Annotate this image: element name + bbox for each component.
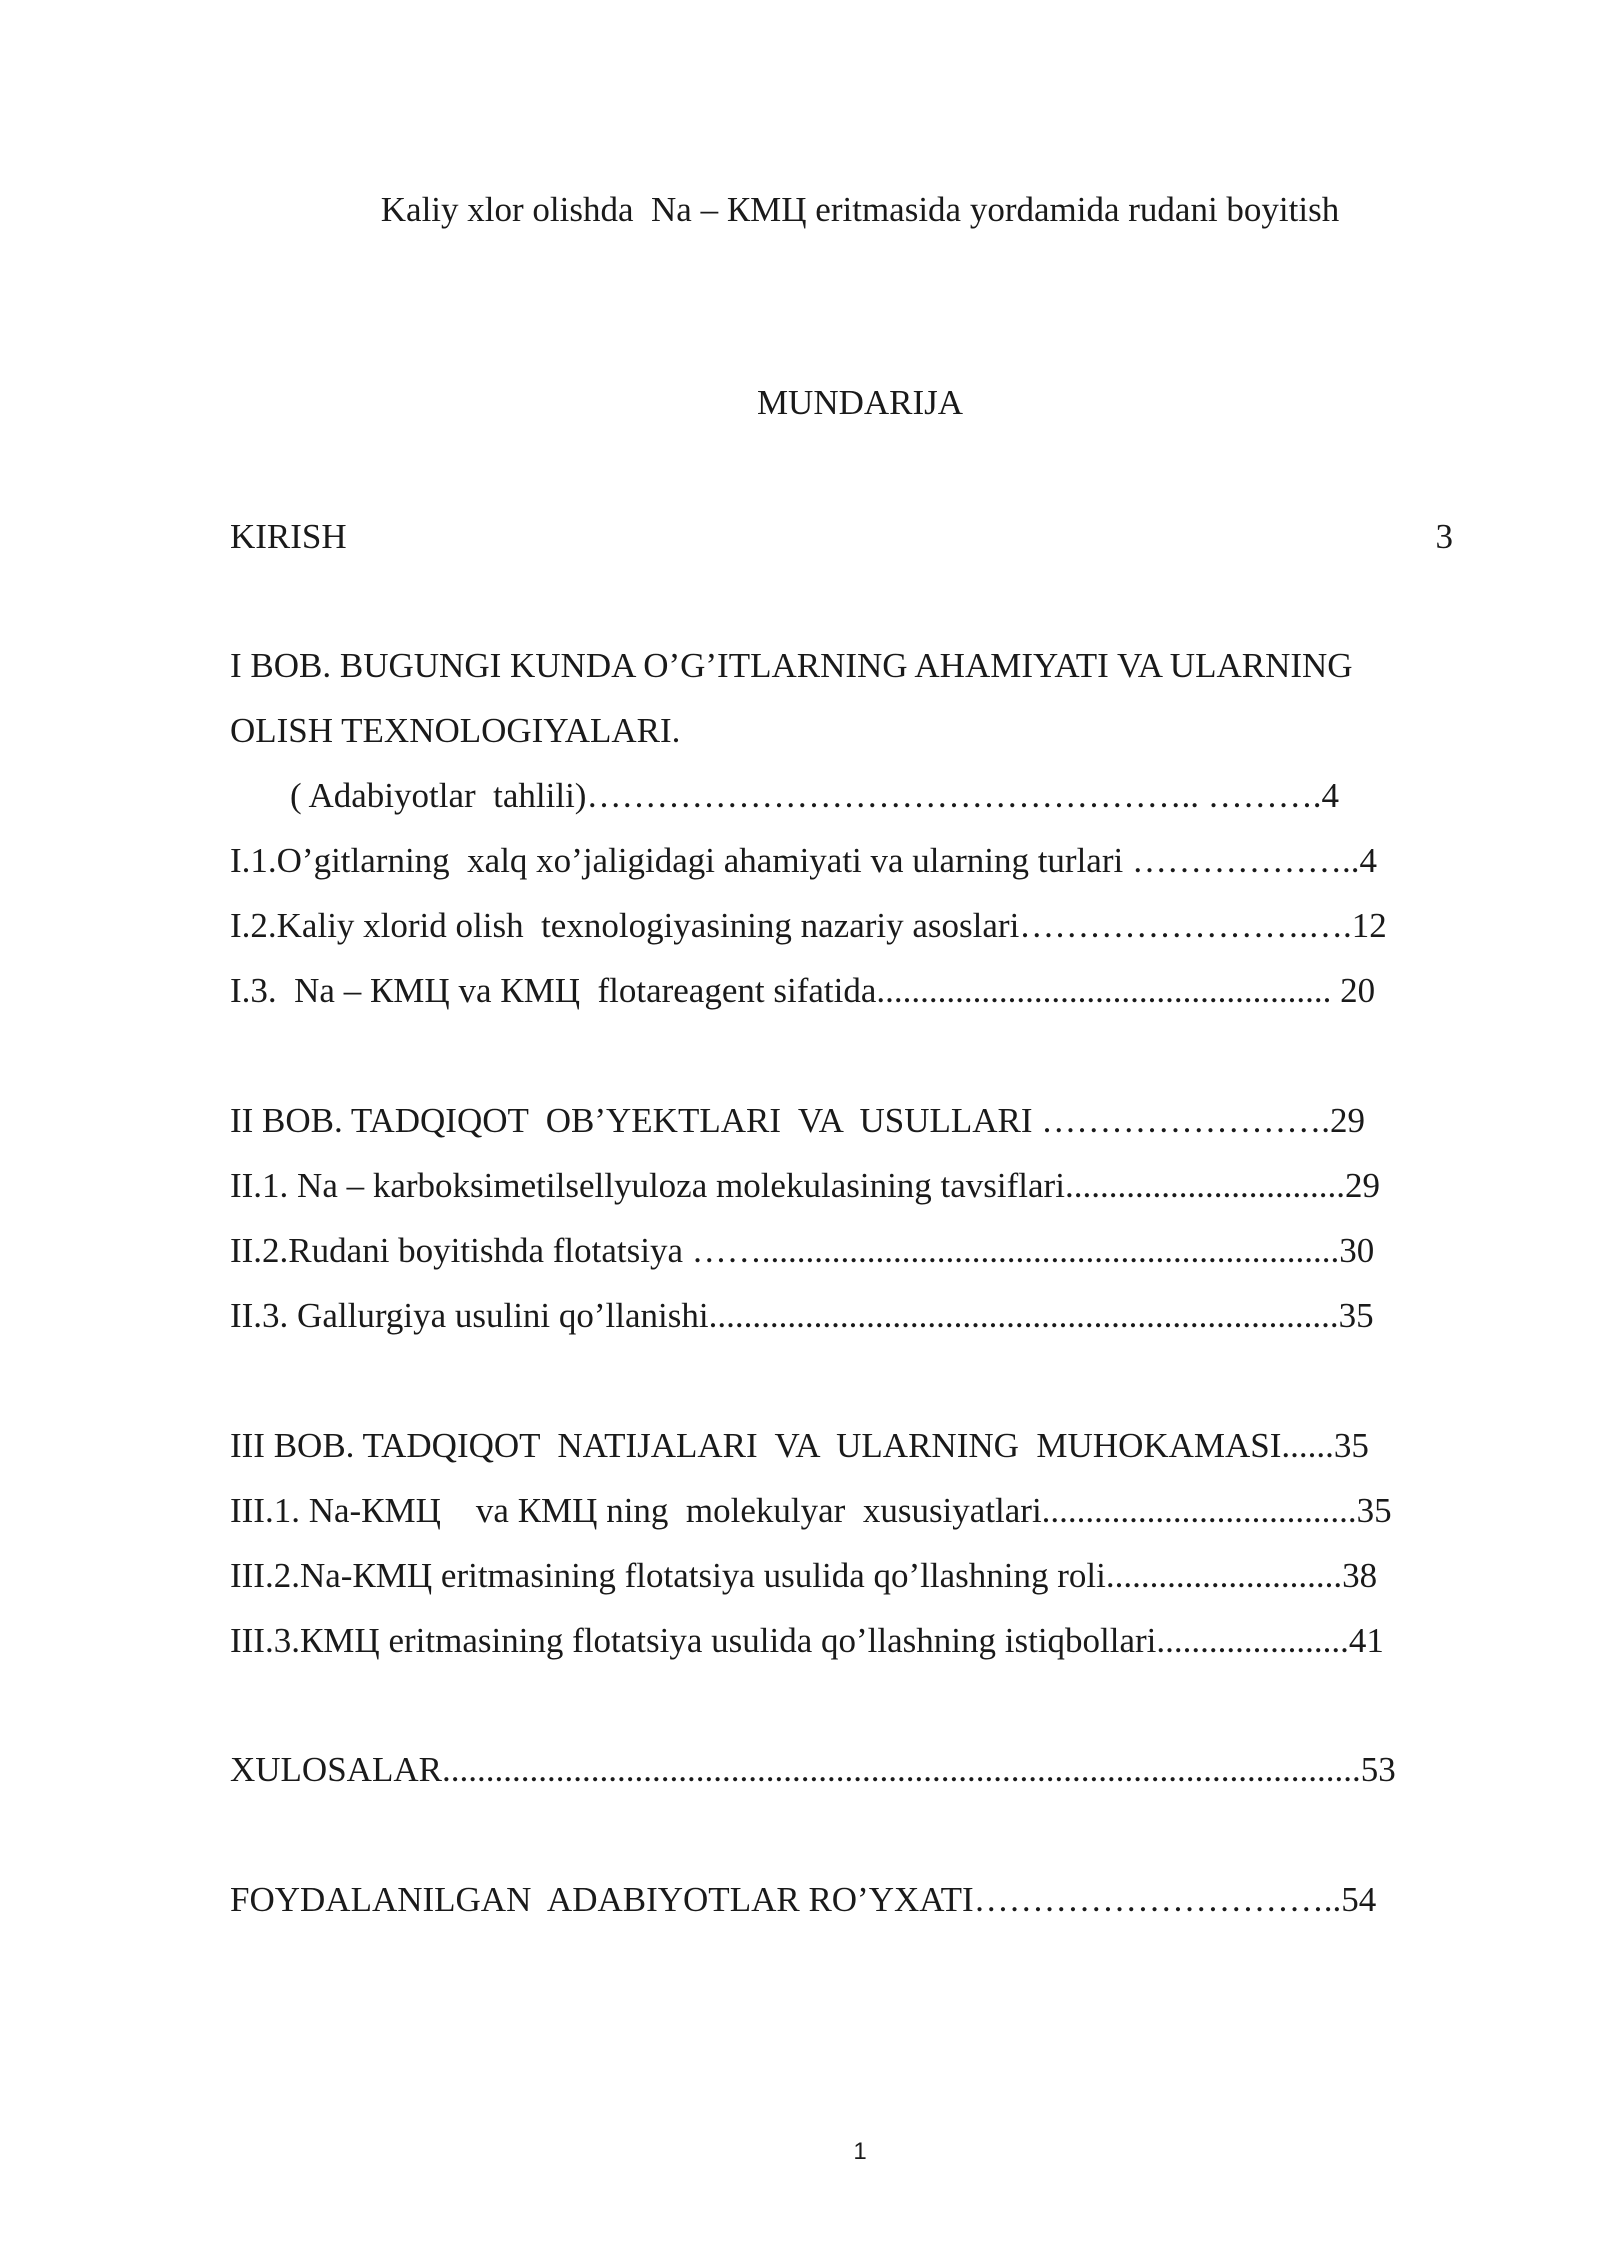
toc-entry-2-2: II.2.Rudani boyitishda flotatsiya ……..................................................................30 [230, 1231, 1375, 1270]
toc-entry-2-1: II.1. Na – karboksimetilsellyuloza molekulasining tavsiflari................................29 [230, 1166, 1380, 1205]
toc-chapter-1-title-line3: ( Adabiyotlar tahlili)…………………………………………….. ……….4 [290, 776, 1339, 815]
toc-heading: MUNDARIJA [756, 383, 964, 422]
toc-entry-kirish-label: KIRISH [230, 517, 347, 556]
toc-entry-1-2: I.2.Kaliy xlorid olish texnologiyasining nazariy asoslari…………………….….12 [230, 906, 1387, 945]
toc-entry-2-3: II.3. Gallurgiya usulini qo’llanishi........................................................................35 [230, 1296, 1374, 1335]
toc-chapter-2-title: II BOB. TADQIQOT OB’YEKTLARI VA USULLARI …………………….29 [230, 1101, 1366, 1140]
toc-entry-xulosalar: XULOSALAR.........................................................................................................53 [230, 1750, 1396, 1789]
toc-chapter-1-title-line1: I BOB. BUGUNGI KUNDA O’G’ITLARNING AHAMIYATI VA ULARNING [230, 646, 1353, 685]
toc-entry-references: FOYDALANILGAN ADABIYOTLAR RO’YXATI…………………………..54 [230, 1880, 1377, 1919]
toc-chapter-3-title: III BOB. TADQIQOT NATIJALARI VA ULARNING MUHOKAMASI......35 [230, 1426, 1369, 1465]
toc-entry-3-3: III.3.КМЦ eritmasining flotatsiya usulida qo’llashning istiqbollari......................41 [230, 1621, 1384, 1660]
toc-entry-1-1: I.1.O’gitlarning xalq xo’jaligidagi ahamiyati va ularning turlari ………………..4 [230, 841, 1377, 880]
toc-entry-1-3: I.3. Na – КМЦ va КМЦ flotareagent sifatida.................................................... 20 [230, 971, 1376, 1010]
toc-entry-kirish-page: 3 [1435, 517, 1453, 556]
document-title: Kaliy xlor olishda Na – КМЦ eritmasida yordamida rudani boyitish [380, 190, 1340, 229]
toc-entry-3-1: III.1. Na-КМЦ va КМЦ ning molekulyar xususiyatlari....................................35 [230, 1491, 1392, 1530]
toc-entry-3-2: III.2.Na-КМЦ eritmasining flotatsiya usulida qo’llashning roli...........................38 [230, 1556, 1378, 1595]
toc-chapter-1-title-line2: OLISH TEXNOLOGIYALARI. [230, 711, 681, 750]
page-number: 1 [853, 2138, 867, 2165]
